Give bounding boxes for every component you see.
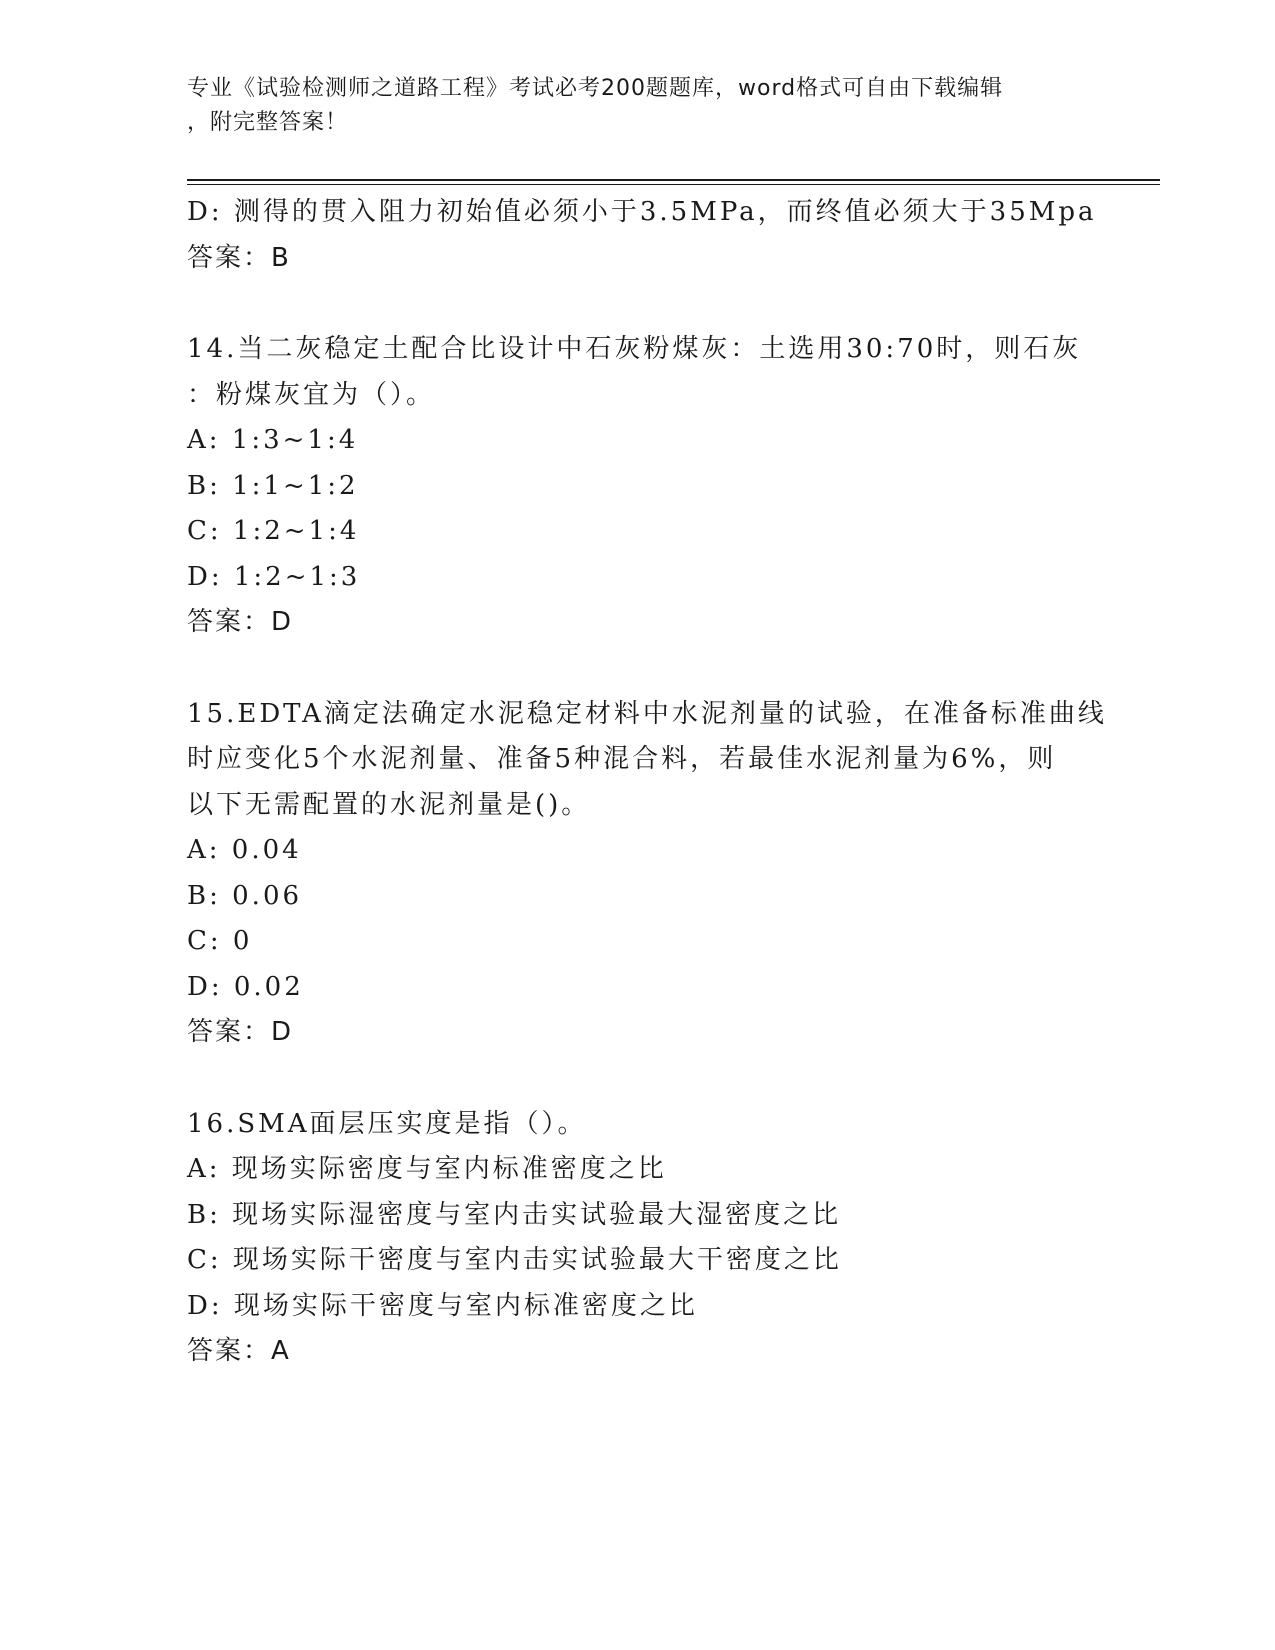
option-b: B: 1:1~1:2 (187, 470, 359, 501)
answer: 答案：D (187, 1017, 294, 1047)
question-stem: ：粉煤灰宜为（）。 (187, 379, 436, 410)
option-c: C: 现场实际干密度与室内击实试验最大干密度之比 (187, 1245, 842, 1275)
answer: 答案：A (187, 1336, 291, 1366)
option-d: D: 测得的贯入阻力初始值必须小于3.5MPa，而终值必须大于35Mpa (187, 197, 1097, 227)
option-d: D: 0.02 (187, 971, 304, 1002)
question-13-tail (187, 190, 1097, 281)
spacer (187, 646, 1087, 692)
document-header (187, 72, 1087, 140)
answer: 答案：B (187, 242, 291, 273)
option-b: B: 现场实际湿密度与室内击实试验最大湿密度之比 (187, 1199, 842, 1230)
option-d: D: 现场实际干密度与室内标准密度之比 (187, 1290, 698, 1321)
question-16 (187, 1102, 1087, 1375)
answer: 答案：D (187, 607, 294, 637)
spacer (187, 1056, 1087, 1102)
header-title-line-2: ，附完整答案！ (187, 110, 349, 135)
question-stem: 以下无需配置的水泥剂量是()。 (187, 789, 591, 820)
option-a: A: 0.04 (187, 835, 302, 865)
option-c: C: 0 (187, 926, 253, 956)
question-stem: 16.SMA面层压实度是指（）。 (187, 1108, 587, 1139)
option-a: A: 1:3~1:4 (187, 425, 359, 455)
question-15 (187, 692, 1107, 1056)
header-title-line-1: 专业《试验检测师之道路工程》考试必考200题题库，word格式可自由下载编辑 (187, 76, 1004, 101)
question-stem: 15.EDTA滴定法确定水泥稳定材料中水泥剂量的试验，在准备标准曲线 (187, 698, 1107, 729)
option-c: C: 1:2~1:4 (187, 516, 360, 546)
header-divider-thick (187, 179, 1160, 181)
option-b: B: 0.06 (187, 880, 303, 911)
question-14 (187, 327, 1087, 646)
header-divider-thin (187, 184, 1160, 185)
spacer (187, 281, 1087, 327)
option-d: D: 1:2~1:3 (187, 561, 361, 592)
question-stem: 时应变化5个水泥剂量、准备5种混合料，若最佳水泥剂量为6%，则 (187, 744, 1057, 774)
option-a: A: 现场实际密度与室内标准密度之比 (187, 1154, 667, 1184)
question-list (187, 190, 1107, 1375)
question-stem: 14.当二灰稳定土配合比设计中石灰粉煤灰：土选用30:70时，则石灰 (187, 334, 1082, 364)
